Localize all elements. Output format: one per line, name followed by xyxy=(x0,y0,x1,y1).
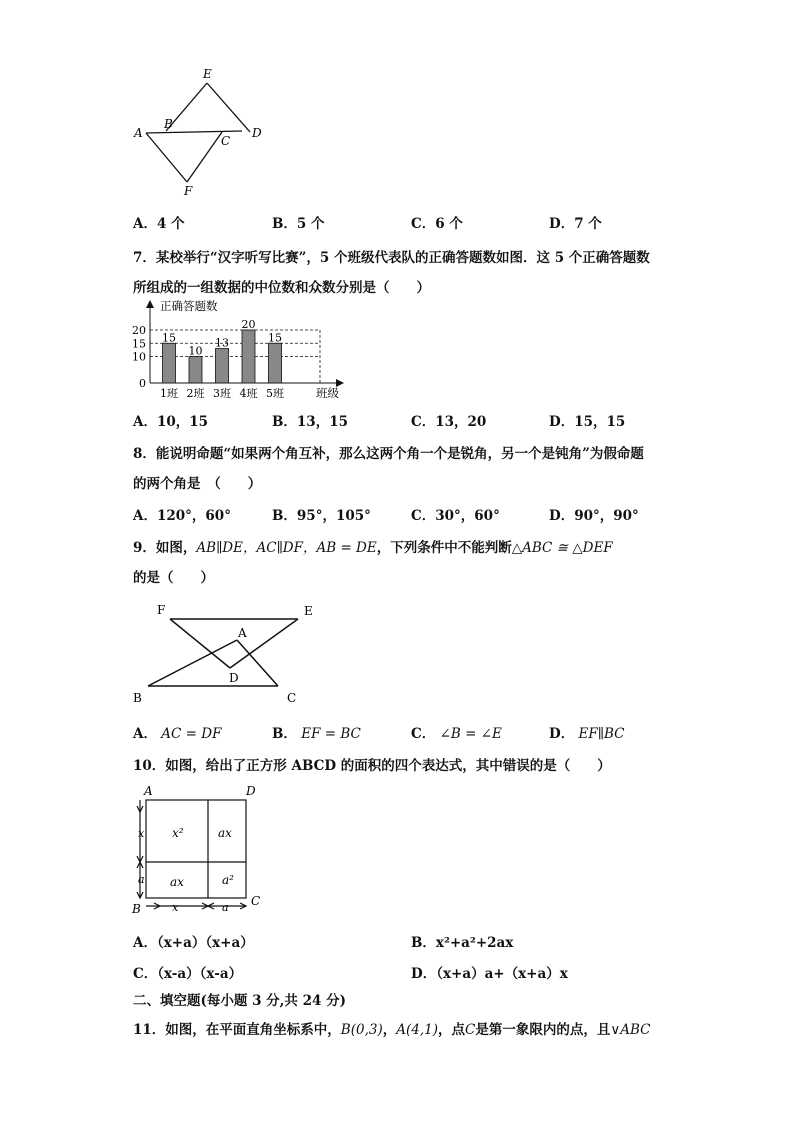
cell-ax-bottom: ax xyxy=(170,875,184,889)
bar-3 xyxy=(216,349,229,383)
section-title-fill-in: 二、填空题(每小题 3 分,共 24 分) xyxy=(133,993,346,1009)
x-category-label-5: 5班 xyxy=(266,387,284,400)
q9-figure xyxy=(130,598,320,708)
q8-stem-line1: 8．能说明命题“如果两个角互补，那么这两个角一个是锐角，另一个是钝角”为假命题 xyxy=(133,446,644,462)
label-D: D xyxy=(252,126,262,140)
q10-option-d: D．（x+a）a+（x+a）x xyxy=(411,966,568,982)
x-category-label-3: 3班 xyxy=(213,387,231,400)
q9-stem-line2: 的是（ ） xyxy=(133,570,214,586)
q10-option-c: C．（x-a）（x-a） xyxy=(133,966,243,982)
q8-option-a: A．120°，60° xyxy=(133,508,231,524)
q11-stem-line1: 11．如图，在平面直角坐标系中，B(0,3)，A(4,1)，点C是第一象限内的点，且∨ABC xyxy=(133,1022,651,1038)
chart-xlabel: 班级 xyxy=(316,386,339,400)
label-F: F xyxy=(184,184,193,198)
y-axis-arrow xyxy=(146,300,154,308)
label-A: A xyxy=(144,784,153,798)
label-x-bottom: x xyxy=(172,901,179,914)
cell-a2: a² xyxy=(222,873,234,887)
label-B: B xyxy=(133,691,142,705)
q6-figure xyxy=(130,65,270,200)
chart-ylabel: 正确答题数 xyxy=(160,299,218,313)
label-a-bottom: a xyxy=(222,901,229,914)
line-AF xyxy=(146,133,187,182)
bar-4 xyxy=(242,330,255,383)
q7-stem-line1: 7．某校举行“汉字听写比赛”，5 个班级代表队的正确答题数如图．这 5 个正确答题数 xyxy=(133,250,650,266)
q9-option-a: A． AC = DF xyxy=(133,726,222,742)
label-C: C xyxy=(221,134,231,148)
q7-stem-line2: 所组成的一组数据的中位数和众数分别是（ ） xyxy=(133,280,430,296)
q8-option-d: D．90°，90° xyxy=(549,508,639,524)
q10-figure xyxy=(130,782,270,917)
label-A: A xyxy=(134,126,143,140)
q9-option-c: C． ∠B = ∠E xyxy=(411,726,502,742)
label-A: A xyxy=(238,626,247,640)
y-tick-label-10: 10 xyxy=(132,350,146,364)
cell-ax-top: ax xyxy=(218,826,232,840)
q9-stem-math-a: AB∥DE，AC∥DF，AB = DE xyxy=(196,540,377,556)
label-B: B xyxy=(164,117,173,131)
bar-1 xyxy=(163,343,176,383)
q7-option-c: C．13，20 xyxy=(411,414,487,430)
cell-x2: x² xyxy=(172,826,184,840)
bar-2 xyxy=(189,357,202,384)
bar-value-label-3: 13 xyxy=(215,336,229,350)
q9-option-b: B． EF = BC xyxy=(272,726,361,742)
label-E: E xyxy=(203,67,212,81)
q9-stem-text-b: ，下列条件中不能判断 xyxy=(376,540,512,556)
q6-option-c: C．6 个 xyxy=(411,216,463,232)
q7-option-d: D．15，15 xyxy=(549,414,626,430)
q10-stem-line1: 10．如图，给出了正方形 ABCD 的面积的四个表达式，其中错误的是（ ） xyxy=(133,758,611,774)
q9-option-d: D． EF∥BC xyxy=(549,726,625,742)
label-a-left: a xyxy=(138,873,145,886)
label-F: F xyxy=(157,603,166,617)
q10-option-b: B．x²+a²+2ax xyxy=(411,935,514,951)
bar-value-label-2: 10 xyxy=(188,344,203,358)
y-tick-label-0: 0 xyxy=(139,377,146,390)
bar-value-label-4: 20 xyxy=(241,318,256,331)
q8-stem-line2: 的两个角是 （ ） xyxy=(133,476,262,492)
bar-value-label-1: 15 xyxy=(162,331,176,345)
y-tick-label-15: 15 xyxy=(132,337,146,351)
q6-option-b: B．5 个 xyxy=(272,216,325,232)
q6-option-a: A．4 个 xyxy=(133,216,185,232)
q8-option-c: C．30°，60° xyxy=(411,508,500,524)
line-FC xyxy=(187,132,222,182)
q9-stem-math-b: △ABC ≅ △DEF xyxy=(511,540,613,556)
label-B: B xyxy=(132,902,141,916)
q7-bar-chart xyxy=(130,296,360,404)
bar-value-label-5: 15 xyxy=(268,331,282,345)
q9-stem-line1 xyxy=(133,536,613,556)
label-D: D xyxy=(246,784,256,798)
x-category-label-2: 2班 xyxy=(186,387,205,400)
q8-option-b: B．95°，105° xyxy=(272,508,371,524)
line-AD xyxy=(146,131,242,133)
q10-option-a: A．（x+a）（x+a） xyxy=(133,935,254,951)
label-E: E xyxy=(304,604,313,618)
label-D: D xyxy=(229,671,239,685)
y-tick-label-20: 20 xyxy=(132,324,146,337)
bar-5 xyxy=(269,343,282,383)
line-FD xyxy=(170,619,230,668)
x-category-label-4: 4班 xyxy=(239,387,258,400)
label-C: C xyxy=(287,691,297,705)
line-AC xyxy=(237,640,278,686)
q7-option-a: A．10，15 xyxy=(133,414,209,430)
label-C: C xyxy=(251,894,261,908)
line-ED xyxy=(207,83,250,132)
q6-option-d: D．7 个 xyxy=(549,216,602,232)
q9-stem-text-a: 9．如图， xyxy=(133,540,197,556)
x-category-label-1: 1班 xyxy=(160,387,178,400)
q7-option-b: B．13，15 xyxy=(272,414,348,430)
label-x-left: x xyxy=(138,827,145,840)
